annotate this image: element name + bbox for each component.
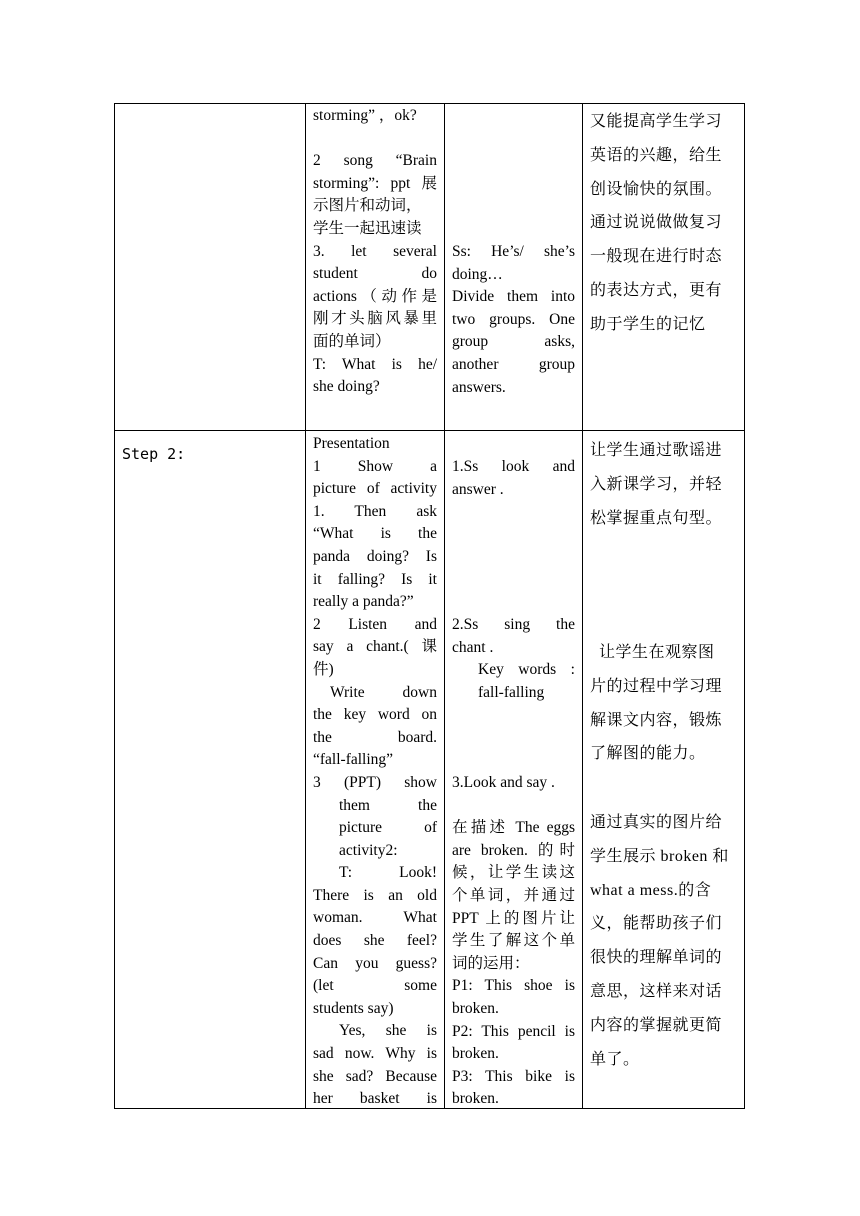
row2-student-activity-block-2 — [452, 614, 575, 704]
text-line: 又能提高学生学习 — [590, 113, 723, 130]
text-line: two groups. One — [452, 310, 575, 328]
text-line: panda doing? Is — [313, 547, 437, 565]
column-divider-2 — [444, 103, 445, 1109]
text-line: 通过说说做做复习 — [590, 214, 723, 232]
table-left-border — [114, 103, 115, 1109]
text-line: 的表达方式，更有 — [590, 281, 723, 299]
text-line: picture of activity — [313, 480, 437, 498]
text-line: PPT 上的图片让 — [452, 909, 575, 927]
text-line: 单了。 — [590, 1050, 640, 1068]
text-line: it falling? Is it — [313, 570, 437, 588]
text-line: (let some — [313, 977, 437, 995]
text-line: 件) — [313, 660, 334, 678]
row2-purpose-block-3 — [590, 806, 740, 1076]
text-line: what a mess.的含 — [590, 881, 712, 899]
text-line: another group — [452, 355, 575, 373]
text-line: 很快的理解单词的 — [590, 949, 723, 967]
text-line: Ss: He’s/ she’s — [452, 243, 575, 260]
table-top-border — [114, 103, 745, 104]
text-line: 解课文内容，锻炼 — [590, 711, 723, 729]
text-line: T: Look! — [339, 864, 437, 882]
text-line: There is an old — [313, 886, 437, 904]
text-line: 一般现在进行时态 — [590, 248, 723, 266]
text-line: 面的单词） — [313, 332, 391, 350]
text-line: does she feel? — [313, 932, 437, 950]
text-line: actions（动作是 — [313, 287, 437, 305]
text-line: 让学生在观察图 — [599, 644, 715, 661]
row1-procedure-cell — [313, 105, 437, 399]
text-line: 学生展示 broken 和 — [590, 847, 729, 865]
row2-student-activity-block-1 — [452, 456, 575, 501]
text-line: 助于学生的记忆 — [590, 315, 706, 333]
text-line: Divide them into — [452, 288, 575, 306]
text-line: broken. — [452, 999, 499, 1017]
text-line: 2 Listen and — [313, 615, 437, 633]
row2-procedure-cell — [313, 433, 437, 1111]
text-line: Yes, she is — [339, 1022, 437, 1040]
row-divider — [114, 430, 745, 431]
text-line: 片的过程中学习理 — [590, 677, 723, 695]
text-line: the key word on — [313, 706, 437, 724]
text-line: “fall-falling” — [313, 751, 394, 769]
text-line: broken. — [452, 1090, 499, 1108]
text-line: 了解图的能力。 — [590, 745, 706, 763]
text-line: 义，能帮助孩子们 — [590, 915, 723, 933]
text-line: 内容的掌握就更简 — [590, 1016, 723, 1034]
text-line: 意思，这样来对话 — [590, 982, 723, 1000]
text-line: woman. What — [313, 909, 437, 927]
text-line: students say) — [313, 999, 394, 1017]
text-line: 1.Ss look and — [452, 458, 575, 475]
text-line: sad now. Why is — [313, 1045, 437, 1063]
text-line: fall-falling — [478, 683, 545, 701]
text-line: 3.Look and say . — [452, 774, 555, 791]
text-line: 学生了解这个单 — [452, 932, 575, 950]
text-line: say a chant.( 课 — [313, 638, 437, 656]
text-line: student do — [313, 265, 437, 283]
row2-student-activity-block-3 — [452, 772, 575, 1111]
text-line: 词的运用： — [452, 954, 530, 972]
step-label: Step 2: — [122, 445, 186, 463]
text-line: 松掌握重点句型。 — [590, 509, 723, 527]
text-line: 候，让学生读这 — [452, 864, 575, 882]
text-line: answers. — [452, 378, 506, 396]
text-line: Presentation — [313, 435, 390, 452]
text-line: she sad? Because — [313, 1067, 437, 1085]
text-line: 1. Then ask — [313, 502, 437, 520]
table-right-border — [744, 103, 745, 1109]
text-line: broken. — [452, 1045, 499, 1063]
text-line: answer . — [452, 480, 504, 498]
text-line: Can you guess? — [313, 954, 437, 972]
text-line: 入新课学习，并轻 — [590, 475, 723, 493]
text-line: Key words : — [478, 661, 575, 679]
column-divider-1 — [305, 103, 306, 1109]
text-line: storming”: ppt 展 — [313, 174, 437, 192]
row1-purpose-cell — [590, 105, 740, 342]
text-line: 刚才头脑风暴里 — [313, 310, 437, 328]
text-line: them the — [339, 796, 437, 814]
text-line: 3. let several — [313, 242, 437, 260]
text-line: activity2: — [339, 841, 398, 859]
text-line: 让学生通过歌谣进 — [590, 442, 723, 459]
text-line: are broken. 的时 — [452, 841, 575, 859]
text-line: really a panda?” — [313, 593, 414, 611]
text-line: the board. — [313, 728, 437, 746]
text-line: P3: This bike is — [452, 1067, 575, 1085]
text-line: 2.Ss sing the — [452, 616, 575, 633]
text-line: 在描述 The eggs — [452, 819, 575, 837]
row1-student-activity-cell — [452, 241, 575, 399]
text-line: 通过真实的图片给 — [590, 814, 723, 831]
text-line: 3 (PPT) show — [313, 773, 437, 791]
text-line: 个单词，并通过 — [452, 886, 575, 904]
text-line: doing… — [452, 265, 503, 283]
text-line: 英语的兴趣，给生 — [590, 146, 723, 164]
text-line: 1 Show a — [313, 457, 437, 475]
text-line: picture of — [339, 819, 437, 837]
text-line: chant . — [452, 638, 494, 656]
text-line: storming” ，ok? — [313, 107, 417, 124]
text-line: 示图片和动词， — [313, 197, 422, 215]
row2-purpose-block-1 — [590, 434, 740, 535]
text-line: group asks, — [452, 333, 575, 351]
text-line: 学生一起迅速读 — [313, 219, 422, 237]
text-line: 创设愉快的氛围。 — [590, 180, 723, 198]
text-line: “What is the — [313, 525, 437, 543]
row2-purpose-block-2 — [590, 636, 740, 771]
text-line: T: What is he/ — [313, 355, 437, 373]
column-divider-3 — [582, 103, 583, 1109]
text-line: P1: This shoe is — [452, 977, 575, 995]
text-line: 2 song “Brain — [313, 152, 437, 170]
text-line: her basket is — [313, 1090, 437, 1108]
text-line: P2: This pencil is — [452, 1022, 575, 1040]
text-line: Write down — [330, 683, 437, 701]
text-line: she doing? — [313, 378, 380, 396]
